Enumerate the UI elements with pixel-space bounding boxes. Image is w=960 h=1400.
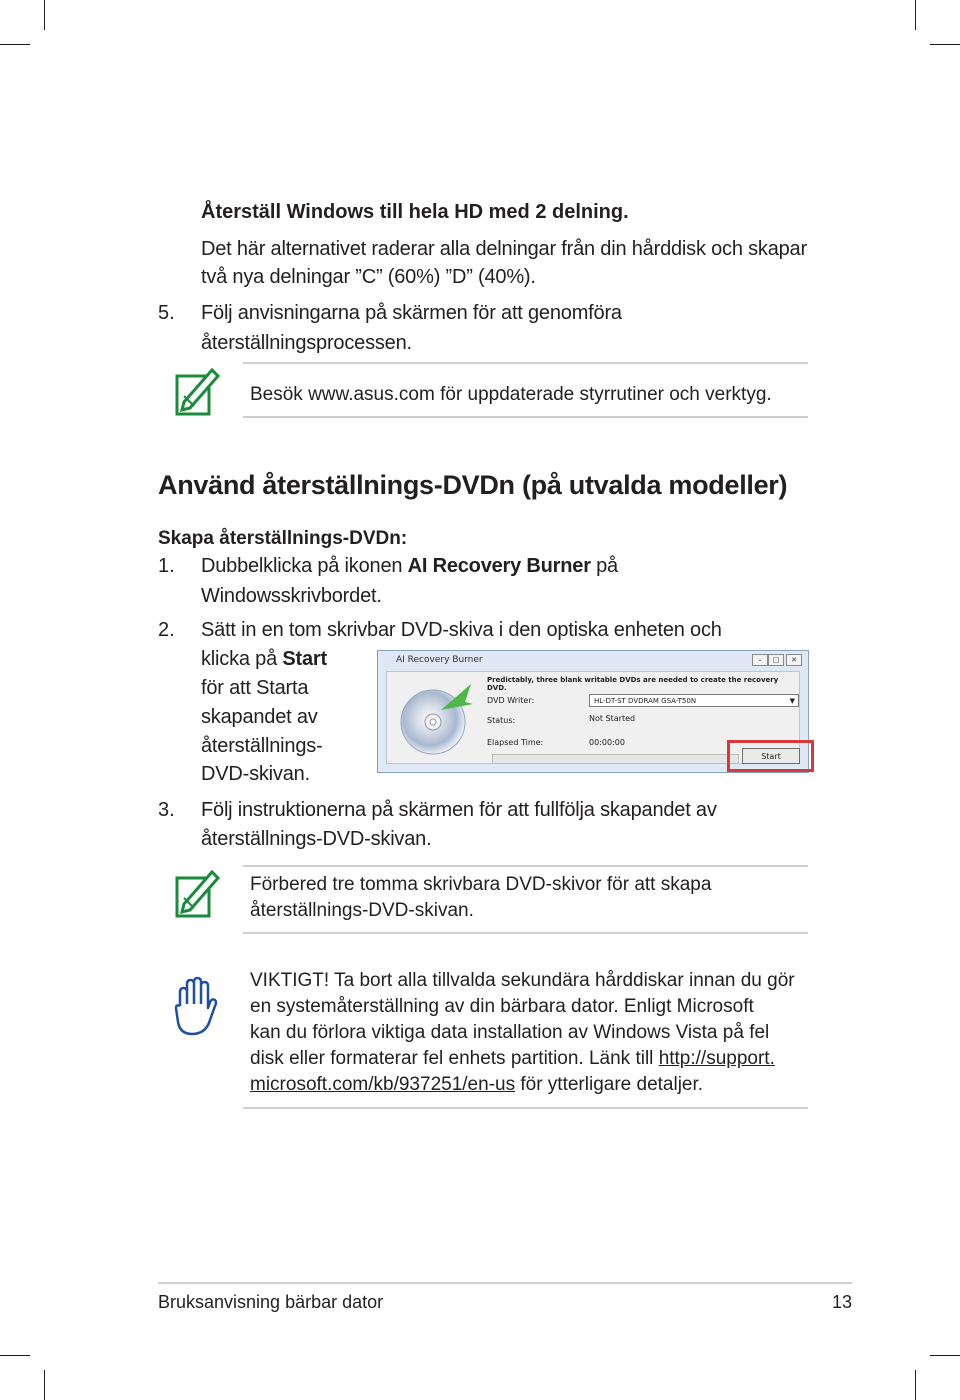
option-description: Det här alternativet raderar alla delningar från din hårddisk och skapar [201, 238, 807, 260]
step-number: 1. [158, 555, 175, 577]
start-keyword: Start [282, 648, 327, 670]
crop-mark [0, 44, 30, 45]
divider [243, 416, 808, 418]
progress-bar [492, 754, 739, 764]
subheading: Skapa återställnings-DVDn: [158, 528, 408, 549]
crop-mark [0, 1355, 30, 1356]
step-text: Följ instruktionerna på skärmen för att fullfölja skapandet av [201, 799, 717, 821]
dvd-writer-value: HL-DT-ST DVDRAM GSA-T50N [594, 697, 697, 705]
step-text [201, 555, 618, 578]
crop-mark [915, 0, 916, 30]
step-text: återställningsprocessen. [201, 332, 412, 354]
footer-title: Bruksanvisning bärbar dator [158, 1292, 384, 1312]
app-name: AI Recovery Burner [407, 555, 591, 577]
step-number: 5. [158, 302, 175, 324]
window-title: AI Recovery Burner [396, 655, 483, 665]
note-text: Förbered tre tomma skrivbara DVD-skivor för att skapa [250, 874, 712, 895]
important-text: kan du förlora viktiga data installation av Windows Vista på fel [250, 1022, 770, 1043]
crop-mark [44, 0, 45, 30]
divider [243, 865, 808, 867]
divider [243, 1107, 808, 1109]
step-text: DVD-skivan. [201, 763, 310, 785]
chevron-down-icon: ▼ [789, 697, 795, 705]
step-text [201, 648, 327, 671]
option-description: två nya delningar ”C” (60%) ”D” (40%). [201, 266, 536, 288]
support-link[interactable]: microsoft.com/kb/937251/en-us [250, 1074, 516, 1095]
start-button[interactable]: Start [742, 748, 800, 764]
page-number: 13 [832, 1292, 853, 1312]
status-label: Status: [487, 716, 516, 725]
dvd-disc-icon [397, 680, 475, 758]
dvd-writer-select[interactable] [589, 694, 799, 707]
dvd-writer-label: DVD Writer: [487, 696, 535, 705]
close-button[interactable]: ✕ [786, 654, 802, 666]
elapsed-label: Elapsed Time: [487, 738, 544, 747]
divider [243, 932, 808, 934]
step-text-part: på [590, 555, 618, 577]
minimize-button[interactable]: – [752, 654, 768, 666]
step-number: 3. [158, 799, 175, 821]
step-text: Följ anvisningarna på skärmen för att genomföra [201, 302, 622, 324]
footer-rule [158, 1282, 852, 1284]
step-text: återställnings-DVD-skivan. [201, 828, 432, 850]
elapsed-value: 00:00:00 [589, 738, 625, 747]
important-text [250, 1074, 703, 1096]
note-text: återställnings-DVD-skivan. [250, 900, 474, 921]
step-number: 2. [158, 619, 175, 641]
step-text-part: Dubbelklicka på ikonen [201, 555, 408, 577]
step-text: för att Starta [201, 677, 309, 699]
crop-mark [44, 1370, 45, 1400]
important-text-part: disk eller formaterar fel enhets partition. Länk till [250, 1048, 659, 1069]
important-text [250, 1048, 775, 1070]
step-text: Windowsskrivbordet. [201, 585, 382, 607]
note-pencil-icon [174, 366, 220, 418]
important-text: VIKTIGT! Ta bort alla tillvalda sekundära hårddiskar innan du gör [250, 970, 795, 991]
option-heading: Återställ Windows till hela HD med 2 delning. [201, 201, 629, 223]
maximize-button[interactable]: □ [768, 654, 784, 666]
crop-mark [930, 44, 960, 45]
crop-mark [915, 1370, 916, 1400]
important-text-part: för ytterligare detaljer. [515, 1074, 704, 1095]
status-value: Not Started [589, 714, 636, 723]
step-text: återställnings- [201, 735, 323, 757]
section-title: Använd återställnings-DVDn (på utvalda modeller) [158, 470, 788, 500]
hand-warning-icon [172, 976, 218, 1038]
step-text-part: klicka på [201, 648, 283, 670]
important-text: en systemåterställning av din bärbara dator. Enligt Microsoft [250, 996, 754, 1017]
step-text: Sätt in en tom skrivbar DVD-skiva i den optiska enheten och [201, 619, 722, 641]
support-link[interactable]: http://support. [658, 1048, 775, 1069]
info-text: Predictably, three blank writable DVDs are needed to create the recovery DVD. [487, 676, 779, 692]
start-highlight-box [727, 740, 814, 772]
divider [243, 362, 808, 364]
crop-mark [930, 1355, 960, 1356]
note-text: Besök www.asus.com för uppdaterade styrrutiner och verktyg. [250, 384, 772, 405]
note-pencil-icon [174, 868, 220, 920]
step-text: skapandet av [201, 706, 318, 728]
